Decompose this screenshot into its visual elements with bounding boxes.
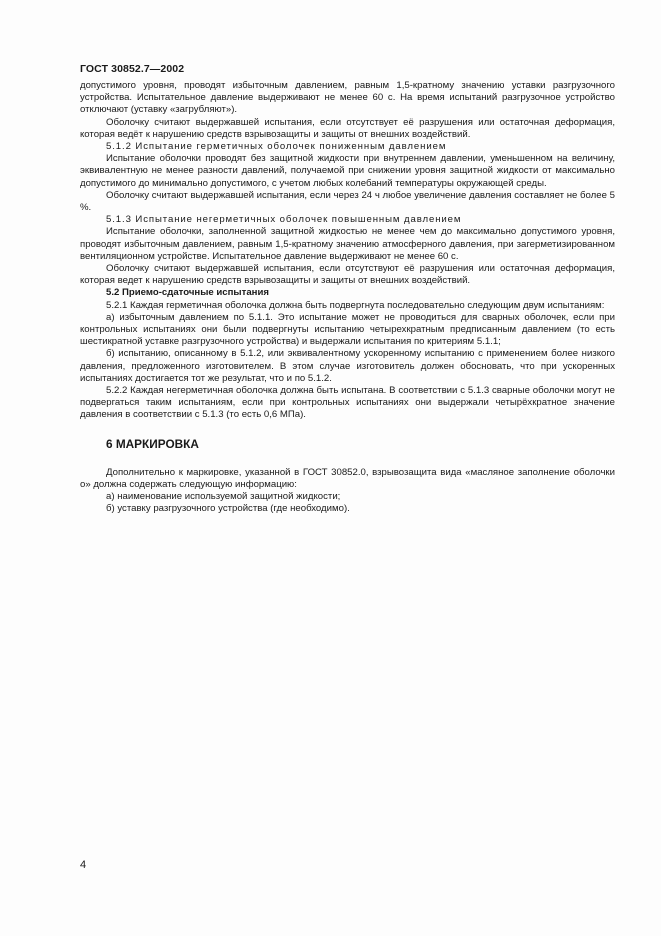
- marking-item-a: а) наименование используемой защитной жидкости;: [106, 491, 341, 503]
- page-number: 4: [80, 859, 87, 871]
- paragraph-pass-criteria-2: Оболочку считают выдержавшей испытания, если через 24 ч любое увеличение давления составляет не более 5 %.: [80, 189, 615, 214]
- list-item-b: б) испытанию, описанному в 5.1.2, или эквивалентному ускоренному испытанию с применением более низкого давления, предложенного изготовителем. В этом случае изготовитель должен обосновать, что при ускоренных испытаниях достигается тот же результат, что и по 5.1.2.: [80, 348, 615, 384]
- paragraph-5-2-1: 5.2.1 Каждая герметичная оболочка должна быть подвергнута последовательно следующим двум испытаниям:: [106, 299, 605, 311]
- paragraph-5-2-2: 5.2.2 Каждая негерметичная оболочка должна быть испытана. В соответствии с 5.1.3 сварные оболочки могут не подвергаться таким испытаниям, если при контрольных испытаниях они выдержали четырёхкратное значение давления в соответствии с 5.1.3 (то есть 0,6 МПа).: [80, 385, 615, 421]
- paragraph-overpressure-test: Испытание оболочки, заполненной защитной жидкостью не менее чем до максимально допустимого уровня, проводят избыточным давлением, равным 1,5-кратному значению атмосферного давления, при загерметизированном вентиляционном устройстве. Испытательное давление выдерживают не менее 60 с.: [80, 226, 615, 262]
- list-item-a: а) избыточным давлением по 5.1.1. Это испытание может не проводиться для сварных оболочек, если при контрольных испытаниях они были подвергнуты испытанию четырехкратным предписанным давлением (то есть шестикратной уставке разгрузочного устройства) и выдержали испытания по критериям 5.1.1;: [80, 311, 615, 348]
- paragraph-low-pressure-test: Испытание оболочки проводят без защитной жидкости при внутреннем давлении, уменьшенном на величину, эквивалентную не менее разности давлений, получаемой при снижении уровня защитной жидкости от максимально допустимого до минимально допустимого, с учетом любых колебаний температуры окружающей среды.: [80, 153, 615, 189]
- paragraph-pass-criteria-3: Оболочку считают выдержавшей испытания, если отсутствуют её разрушения или остаточная деформация, которая ведет к нарушению средств взрывозащиты и защиты от внешних воздействий.: [80, 263, 615, 287]
- section-title-marking: 6 МАРКИРОВКА: [106, 436, 199, 451]
- subsection-heading-5-2: 5.2 Приемо-сдаточные испытания: [106, 287, 269, 299]
- subsection-heading-5-1-2: 5.1.2 Испытание герметичных оболочек пониженным давлением: [106, 141, 447, 153]
- document-header: ГОСТ 30852.7—2002: [80, 63, 185, 75]
- document-body: [80, 80, 615, 516]
- marking-item-b: б) уставку разгрузочного устройства (где необходимо).: [106, 503, 350, 515]
- paragraph-pass-criteria-1: Оболочку считают выдержавшей испытания, если отсутствует её разрушения или остаточная деформация, которая ведёт к нарушению средств взрывозащиты и защиты от внешних воздействий.: [80, 116, 615, 140]
- subsection-heading-5-1-3: 5.1.3 Испытание негерметичных оболочек повышенным давлением: [106, 214, 462, 226]
- paragraph-continuation: допустимого уровня, проводят избыточным давлением, равным 1,5-кратному значению уставки разгрузочного устройства. Испытательное давление выдерживают не менее 60 с. На время испытаний разгрузочное устройство отключают (уставку «загрубляют»).: [80, 80, 615, 116]
- paragraph-marking-intro: Дополнительно к маркировке, указанной в ГОСТ 30852.0, взрывозащита вида «масляное заполнение оболочки о» должна содержать следующую информацию:: [80, 466, 615, 490]
